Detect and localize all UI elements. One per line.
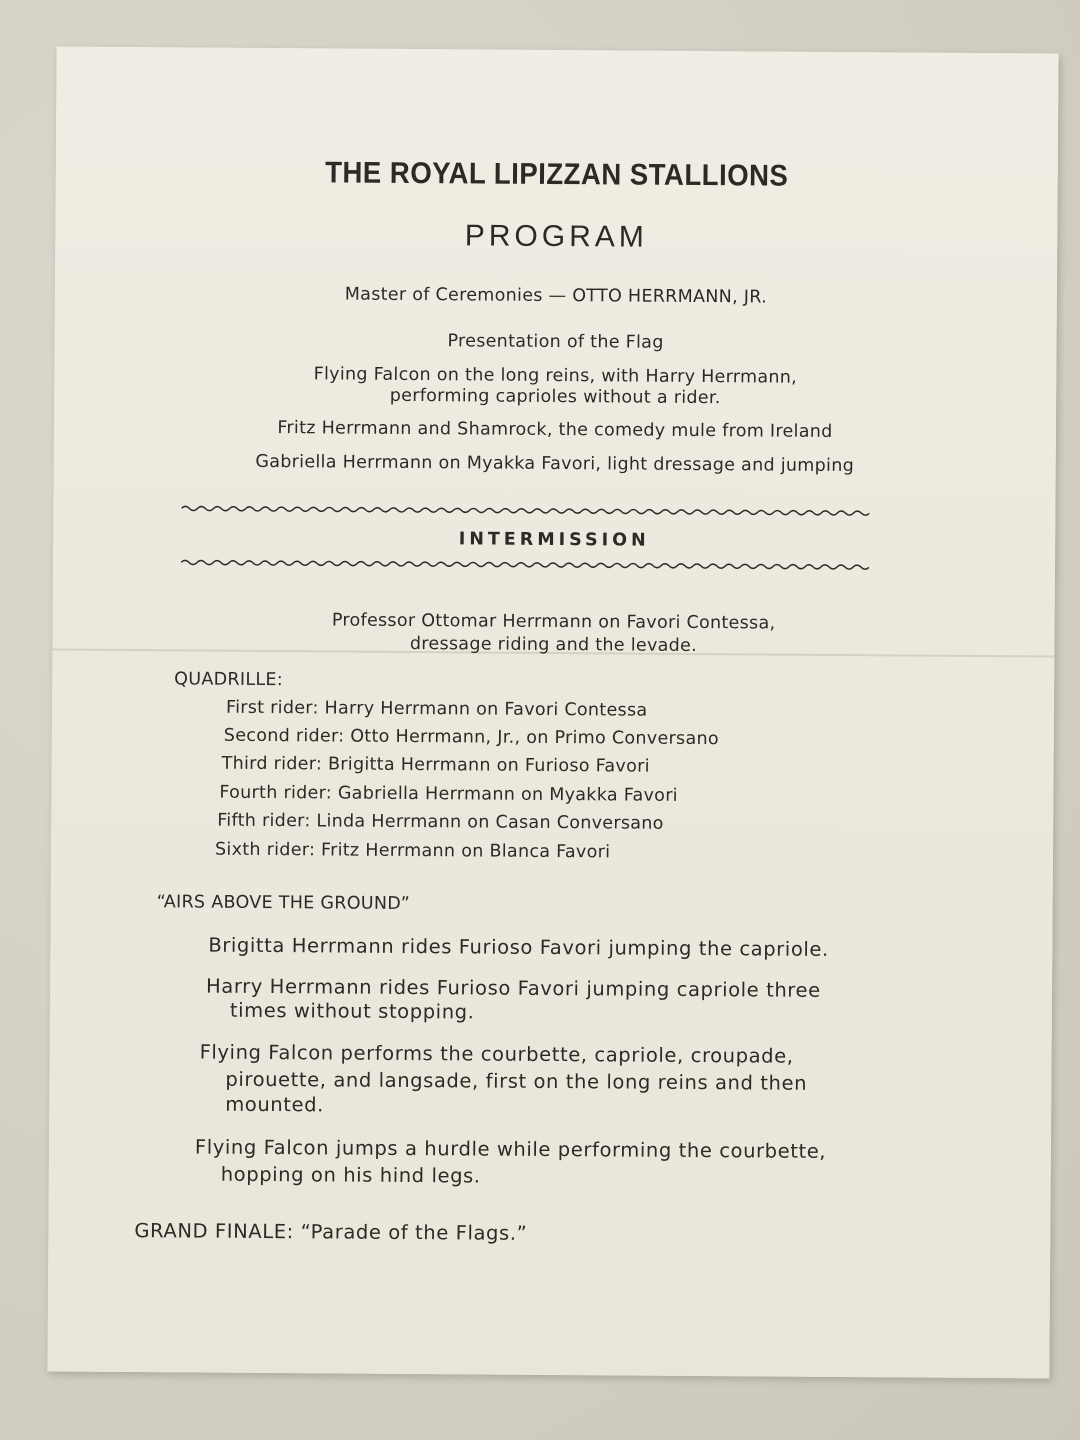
airs-line: Flying Falcon performs the courbette, capriole, croupade, xyxy=(199,1040,794,1068)
airs-heading: “AIRS ABOVE THE GROUND” xyxy=(156,892,411,915)
program-sheet xyxy=(47,47,1058,1379)
airs-line: times without stopping. xyxy=(229,998,475,1024)
quadrille-rider: Third rider: Brigitta Herrmann on Furioso Favori xyxy=(221,753,650,777)
airs-line: Flying Falcon jumps a hurdle while performing the courbette, xyxy=(194,1135,827,1163)
part-one-item: Gabriella Herrmann on Myakka Favori, light dressage and jumping xyxy=(255,451,855,477)
quadrille-rider: Fifth rider: Linda Herrmann on Casan Conversano xyxy=(217,810,664,834)
part-one-item: Presentation of the Flag xyxy=(447,331,664,353)
airs-line: Harry Herrmann rides Furioso Favori jumping capriole three xyxy=(206,974,821,1002)
program-subtitle: PROGRAM xyxy=(464,219,648,254)
wavy-divider-top xyxy=(181,503,869,518)
grand-finale: GRAND FINALE: “Parade of the Flags.” xyxy=(134,1219,528,1245)
quadrille-heading: QUADRILLE: xyxy=(174,669,284,691)
part-one-item: Fritz Herrmann and Shamrock, the comedy mule from Ireland xyxy=(277,418,833,442)
part-one-item: performing caprioles without a rider. xyxy=(389,385,721,409)
airs-line: Brigitta Herrmann rides Furioso Favori jumping the capriole. xyxy=(208,933,829,961)
quadrille-rider: First rider: Harry Herrmann on Favori Contessa xyxy=(225,697,648,721)
airs-line: pirouette, and langsade, first on the long reins and then xyxy=(225,1067,808,1095)
professor-line: dressage riding and the levade. xyxy=(409,633,698,657)
wavy-divider-bottom xyxy=(181,557,869,572)
intermission-heading: INTERMISSION xyxy=(458,529,650,551)
airs-line: mounted. xyxy=(225,1092,325,1117)
program-title: THE ROYAL LIPIZZAN STALLIONS xyxy=(325,156,789,193)
master-of-ceremonies: Master of Ceremonies — OTTO HERRMANN, JR. xyxy=(344,284,768,308)
part-one-item: Flying Falcon on the long reins, with Harry Herrmann, xyxy=(313,364,798,388)
quadrille-rider: Fourth rider: Gabriella Herrmann on Myakka Favori xyxy=(219,782,678,806)
airs-line: hopping on his hind legs. xyxy=(220,1162,481,1188)
quadrille-rider: Sixth rider: Fritz Herrmann on Blanca Favori xyxy=(214,839,611,863)
quadrille-rider: Second rider: Otto Herrmann, Jr., on Primo Conversano xyxy=(223,725,719,750)
professor-line: Professor Ottomar Herrmann on Favori Contessa, xyxy=(331,610,776,634)
